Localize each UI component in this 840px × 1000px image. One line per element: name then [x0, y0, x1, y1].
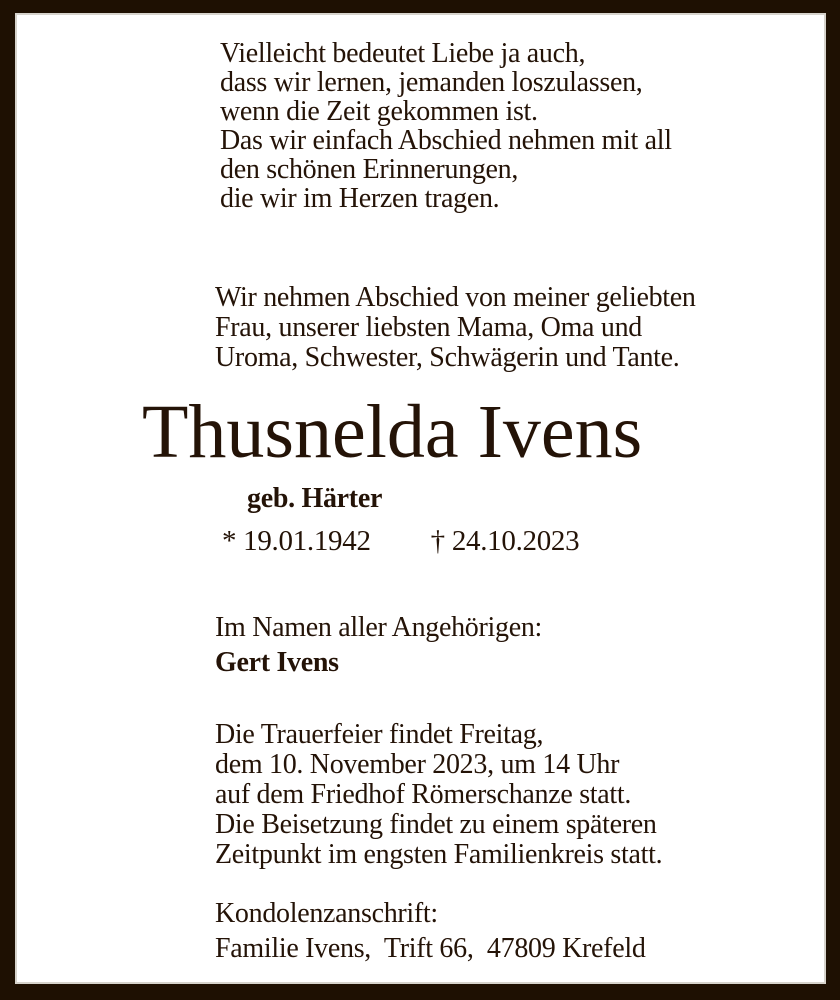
mourners-intro: Im Namen aller Angehörigen:: [215, 612, 543, 643]
funeral-line: Die Beisetzung findet zu einem späteren: [215, 809, 657, 840]
obituary-card: [15, 13, 826, 984]
farewell-line: Uroma, Schwester, Schwägerin und Tante.: [215, 342, 680, 373]
funeral-info: [215, 720, 662, 870]
funeral-line: auf dem Friedhof Römerschanze statt.: [215, 779, 632, 810]
poem-line: Vielleicht bedeutet Liebe ja auch,: [220, 38, 586, 69]
poem-line: den schönen Erinnerungen,: [220, 154, 519, 185]
funeral-line: Die Trauerfeier findet Freitag,: [215, 719, 544, 750]
farewell-line: Wir nehmen Abschied von meiner geliebten: [215, 282, 696, 313]
funeral-line: dem 10. November 2023, um 14 Uhr: [215, 749, 620, 780]
born-symbol: *: [222, 525, 237, 557]
farewell-text: [215, 283, 696, 373]
poem-line: dass wir lernen, jemanden loszulassen,: [220, 67, 643, 98]
death-date: [431, 525, 580, 557]
condolence-label: Kondolenzanschrift:: [215, 898, 438, 929]
farewell-line: Frau, unserer liebsten Mama, Oma und: [215, 312, 642, 343]
deceased-name: Thusnelda Ivens: [142, 390, 643, 474]
poem-line: wenn die Zeit gekommen ist.: [220, 96, 538, 127]
life-dates: [222, 525, 579, 557]
birth-date: [222, 525, 371, 557]
poem-line: Das wir einfach Abschied nehmen mit all: [220, 125, 672, 156]
mourners-block: [215, 610, 542, 680]
funeral-line: Zeitpunkt im engsten Familienkreis statt.: [215, 839, 663, 870]
poem-line: die wir im Herzen tragen.: [220, 183, 500, 214]
died-cross-symbol: †: [430, 525, 445, 557]
poem-verse: [220, 39, 672, 213]
death-date-value: 24.10.2023: [451, 525, 580, 557]
maiden-name: geb. Härter: [247, 483, 383, 514]
condolence-address: Familie Ivens, Trift 66, 47809 Krefeld: [215, 933, 646, 964]
birth-date-value: 19.01.1942: [243, 525, 371, 557]
condolence-block: [215, 896, 646, 966]
mourner-name: Gert Ivens: [215, 647, 339, 678]
